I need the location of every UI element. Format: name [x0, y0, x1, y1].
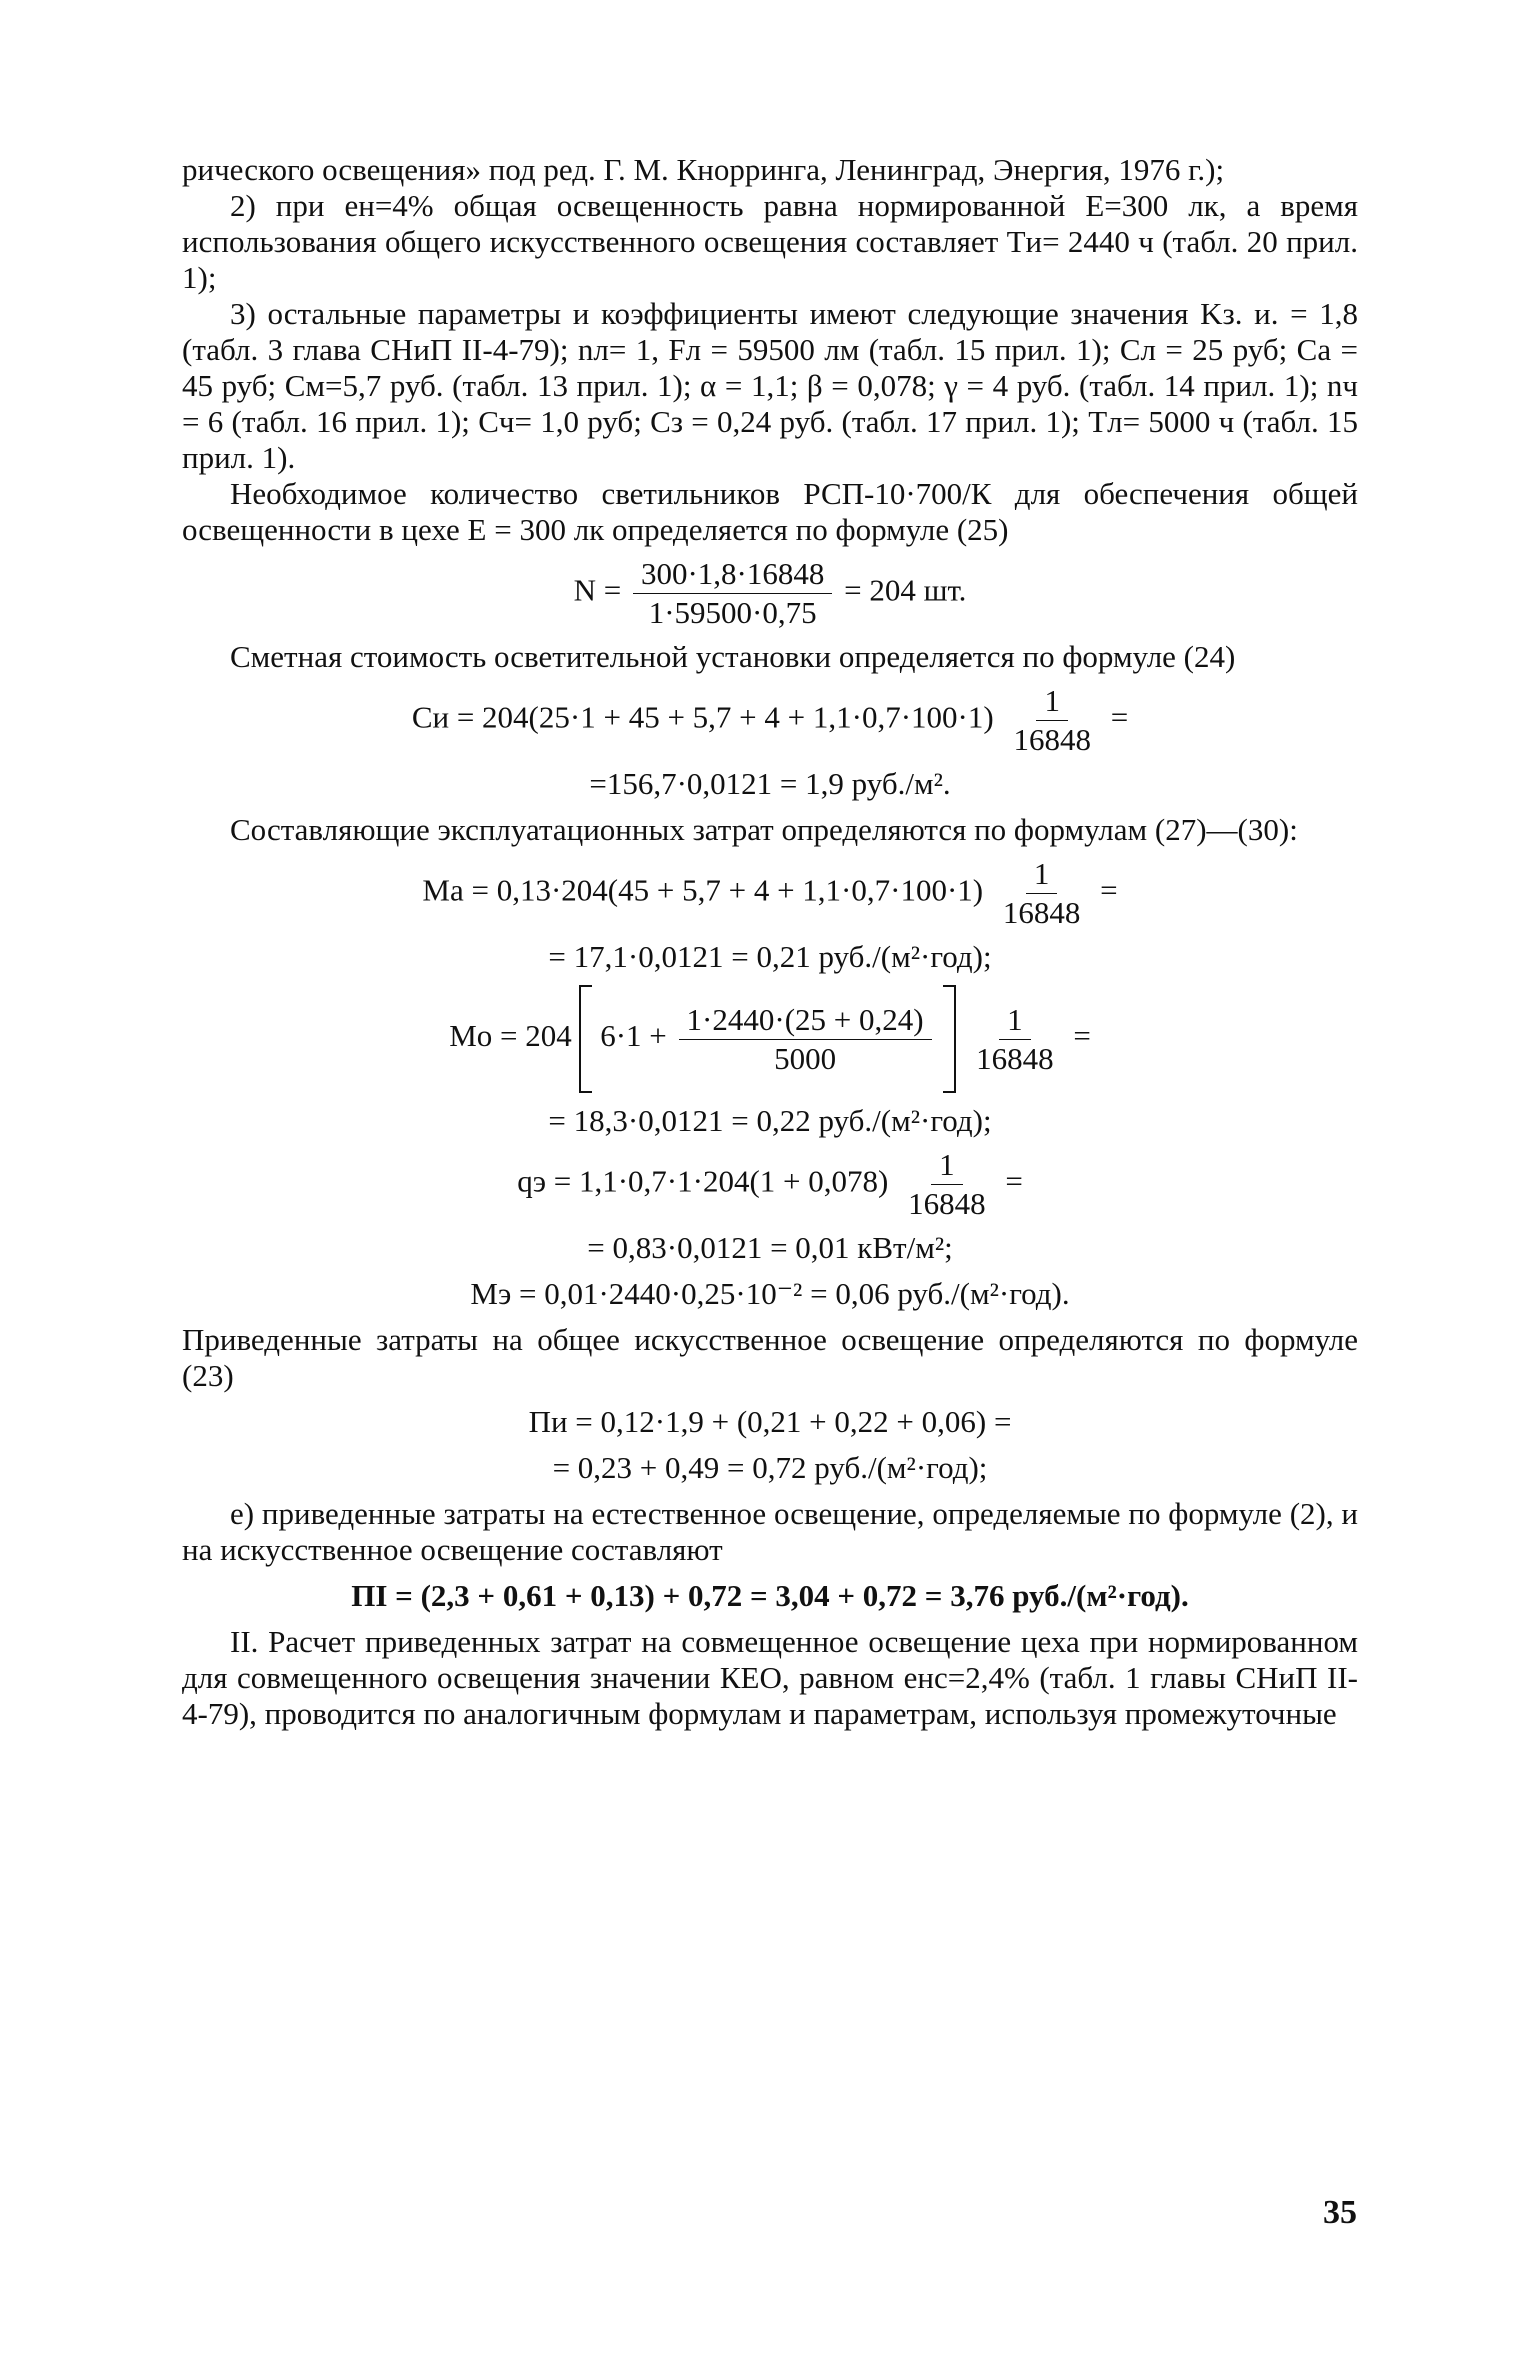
numerator: 300·1,8·16848: [633, 558, 832, 594]
paragraph-item-2: 2) при eн=4% общая освещенность равна нормированной E=300 лк, а время использования общего искусственного освещения составляет Tи= 2440 ч (табл. 20 прил. 1);: [182, 188, 1358, 295]
fraction: [679, 1001, 932, 1076]
formula-ma: [182, 858, 1358, 929]
numerator: 1: [1036, 685, 1068, 721]
fraction: [900, 1149, 994, 1220]
fraction: [995, 858, 1089, 929]
formula-rhs: = 204 шт.: [844, 572, 967, 608]
formula-24-result: =156,7·0,0121 = 1,9 руб./м².: [589, 766, 951, 801]
formula-mo: [182, 985, 1358, 1093]
denominator: 5000: [774, 1040, 837, 1076]
formula-rhs: =: [1073, 1018, 1091, 1054]
formula-lhs: Mа = 0,13·204(45 + 5,7 + 4 + 1,1·0,7·100·1): [422, 872, 984, 908]
page-number: 35: [1323, 2194, 1357, 2231]
denominator: 1·59500·0,75: [648, 595, 817, 630]
paragraph-operating-costs: Составляющие эксплуатационных затрат определяются по формулам (27)—(30):: [230, 812, 1298, 847]
formula-total: ПI = (2,3 + 0,61 + 0,13) + 0,72 = 3,04 + 0,72 = 3,76 руб./(м²·год).: [351, 1578, 1189, 1613]
bracket-term: 6·1 +: [600, 1018, 667, 1054]
formula-qe: [182, 1149, 1358, 1220]
right-bracket: [943, 985, 956, 1093]
paragraph-item-3: 3) остальные параметры и коэффициенты имеют следующие значения Kз. и. = 1,8 (табл. 3 глава СНиП II-4-79); nл= 1, Fл = 59500 лм (табл. 15 прил. 1); Cл = 25 руб; Cа = 45 руб; Cм=5,7 руб. (табл. 13 прил. 1); α = 1,1; β = 0,078; γ = 4 руб. (табл. 14 прил. 1); nч = 6 (табл. 16 прил. 1); Cч= 1,0 руб; Cз = 0,24 руб. (табл. 17 прил. 1); Tл= 5000 ч (табл. 15 прил. 1).: [182, 296, 1358, 475]
numerator: 1: [931, 1149, 963, 1185]
formula-lhs: Mо = 204: [449, 1018, 572, 1054]
formula-mo-result: = 18,3·0,0121 = 0,22 руб./(м²·год);: [548, 1103, 992, 1138]
denominator: 16848: [1013, 722, 1091, 757]
numerator: 1·2440·(25 + 0,24): [679, 1004, 932, 1040]
left-bracket: [579, 985, 592, 1093]
formula-rhs: =: [1005, 1163, 1023, 1199]
formula-23-result: = 0,23 + 0,49 = 0,72 руб./(м²·год);: [552, 1450, 988, 1485]
formula-qe-result: = 0,83·0,0121 = 0,01 кВт/м²;: [587, 1230, 953, 1265]
formula-lhs: Cи = 204(25·1 + 45 + 5,7 + 4 + 1,1·0,7·100·1): [411, 699, 994, 735]
formula-lhs: qэ = 1,1·0,7·1·204(1 + 0,078): [517, 1163, 889, 1199]
fraction: [633, 558, 832, 629]
formula-rhs: =: [1100, 872, 1118, 908]
numerator: 1: [1026, 858, 1058, 894]
formula-ma-result: = 17,1·0,0121 = 0,21 руб./(м²·год);: [548, 939, 992, 974]
paragraph-reduced-costs: Приведенные затраты на общее искусственное освещение определяются по формуле (23): [182, 1322, 1358, 1393]
paragraph-section-ii: II. Расчет приведенных затрат на совмещенное освещение цеха при нормированном для совмещенного освещения значении КЕО, равном eнс=2,4% (табл. 1 главы СНиП II-4-79), проводится по аналогичным формулам и параметрам, используя промежуточные: [182, 1624, 1358, 1731]
formula-rhs: =: [1110, 699, 1129, 735]
formula-24: [182, 685, 1358, 756]
denominator: 16848: [908, 1186, 986, 1221]
fraction: [1005, 685, 1099, 756]
numerator: 1: [999, 1004, 1031, 1040]
body-text: [182, 152, 1358, 1732]
formula-me: Mэ = 0,01·2440·0,25·10⁻² = 0,06 руб./(м²·год).: [470, 1276, 1070, 1311]
fraction-2: [968, 1001, 1062, 1076]
denominator: 16848: [1002, 895, 1081, 930]
paragraph-estimate-cost: Сметная стоимость осветительной установки определяется по формуле (24): [230, 639, 1236, 674]
formula-25: [182, 558, 1358, 629]
denominator: 16848: [976, 1040, 1054, 1076]
paragraph-luminaire-count: Необходимое количество светильников РСП-10·700/К для обеспечения общей освещенности в цехе E = 300 лк определяется по формуле (25): [182, 476, 1358, 547]
paragraph-item-e: е) приведенные затраты на естественное освещение, определяемые по формуле (2), и на искусственное освещение составляют: [182, 1496, 1358, 1567]
formula-lhs: N =: [573, 572, 622, 608]
formula-23: Пи = 0,12·1,9 + (0,21 + 0,22 + 0,06) =: [528, 1404, 1012, 1439]
paragraph-continuation: рического освещения» под ред. Г. М. Кнорринга, Ленинград, Энергия, 1976 г.);: [182, 152, 1225, 187]
